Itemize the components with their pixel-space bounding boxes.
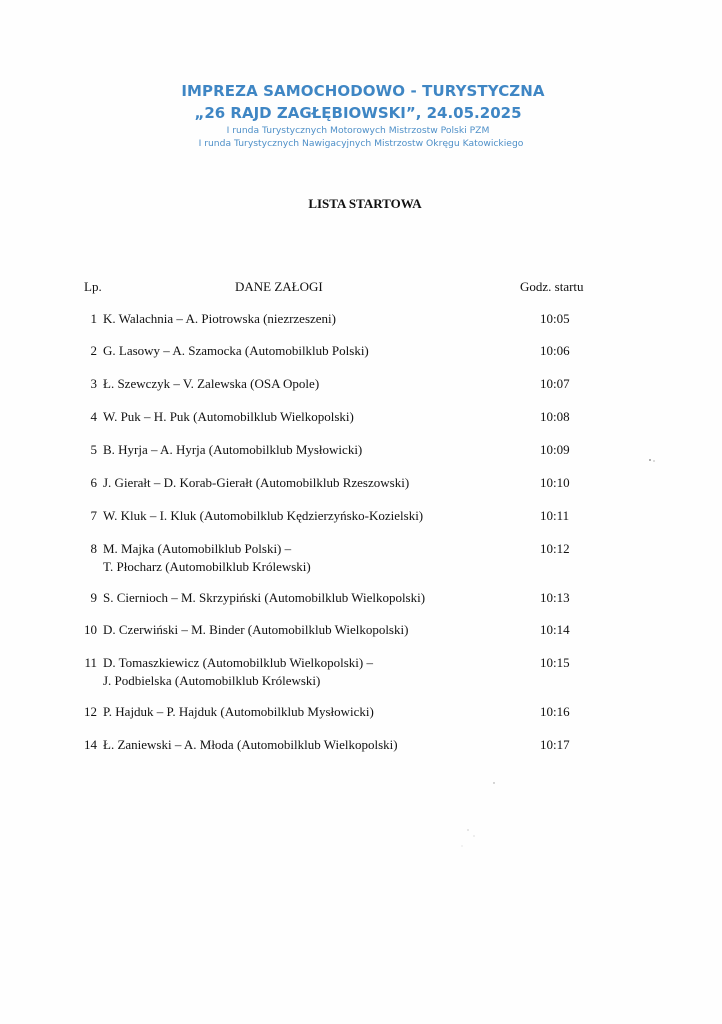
crew-line-2: J. Podbielska (Automobilklub Królewski) [103, 673, 321, 688]
crew-line-1: D. Czerwiński – M. Binder (Automobilklub Wielkopolski) [103, 622, 409, 637]
crew-line-1: G. Lasowy – A. Szamocka (Automobilklub Polski) [103, 343, 369, 358]
row-number: 11 [84, 655, 97, 670]
row-number: 9 [90, 590, 97, 605]
row-number: 2 [90, 343, 97, 358]
crew-line-2: T. Płocharz (Automobilklub Królewski) [103, 559, 311, 574]
crew-line-1: J. Gierałt – D. Korab-Gierałt (Automobilklub Rzeszowski) [103, 475, 410, 490]
crew-line-1: Ł. Zaniewski – A. Młoda (Automobilklub Wielkopolski) [103, 737, 398, 752]
start-time: 10:10 [540, 475, 570, 490]
start-time: 10:05 [540, 311, 570, 326]
event-round-2: I runda Turystycznych Nawigacyjnych Mistrzostw Okręgu Katowickiego [198, 138, 524, 149]
crew-line-1: S. Ciernioch – M. Skrzypiński (Automobilklub Wielkopolski) [103, 590, 426, 605]
event-subtitle: „26 RAJD ZAGŁĘBIOWSKI”, 24.05.2025 [194, 104, 522, 122]
start-time: 10:12 [540, 541, 570, 556]
row-number: 8 [90, 541, 97, 556]
row-number: 1 [90, 311, 97, 326]
crew-line-1: M. Majka (Automobilklub Polski) – [103, 541, 292, 556]
row-number: 4 [90, 409, 97, 424]
row-number: 5 [90, 442, 97, 457]
column-header-crew: DANE ZAŁOGI [235, 279, 323, 294]
crew-line-1: D. Tomaszkiewicz (Automobilklub Wielkopolski) – [103, 655, 373, 670]
row-number: 6 [90, 475, 97, 490]
crew-line-1: Ł. Szewczyk – V. Zalewska (OSA Opole) [103, 376, 320, 391]
start-time: 10:06 [540, 343, 570, 358]
row-number: 7 [90, 508, 97, 523]
row-number: 12 [84, 704, 97, 719]
column-header-time: Godz. startu [520, 279, 584, 294]
column-header-lp: Lp. [84, 279, 102, 294]
row-number: 10 [84, 622, 97, 637]
start-time: 10:13 [540, 590, 570, 605]
crew-line-1: W. Kluk – I. Kluk (Automobilklub Kędzierzyńsko-Kozielski) [103, 508, 424, 523]
crew-line-1: K. Walachnia – A. Piotrowska (niezrzeszeni) [103, 311, 336, 326]
crew-line-1: P. Hajduk – P. Hajduk (Automobilklub Mysłowicki) [103, 704, 374, 719]
start-time: 10:08 [540, 409, 570, 424]
document-title: LISTA STARTOWA [308, 196, 422, 211]
crew-line-1: B. Hyrja – A. Hyrja (Automobilklub Mysłowicki) [103, 442, 363, 457]
crew-line-1: W. Puk – H. Puk (Automobilklub Wielkopolski) [103, 409, 354, 424]
start-time: 10:14 [540, 622, 570, 637]
event-round-1: I runda Turystycznych Motorowych Mistrzostw Polski PZM [226, 125, 490, 136]
row-number: 14 [84, 737, 97, 752]
start-time: 10:09 [540, 442, 570, 457]
start-time: 10:16 [540, 704, 570, 719]
start-time: 10:11 [540, 508, 570, 523]
event-title: IMPREZA SAMOCHODOWO - TURYSTYCZNA [181, 82, 545, 100]
start-time: 10:07 [540, 376, 570, 391]
start-time: 10:17 [540, 737, 570, 752]
row-number: 3 [90, 376, 97, 391]
start-time: 10:15 [540, 655, 570, 670]
